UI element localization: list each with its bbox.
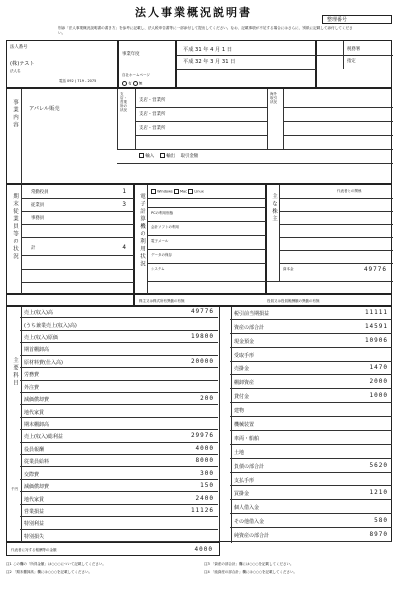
bs-row [230, 417, 392, 431]
pl-row-value[interactable]: 300 [200, 469, 214, 477]
bs-row [230, 514, 392, 528]
pl-row [20, 393, 218, 405]
business-label: 事業内容 [12, 99, 18, 129]
bs-row-value[interactable]: 580 [374, 517, 388, 525]
trade-options [139, 153, 198, 159]
phone-value[interactable]: 092 ) 719 - 2075 [67, 79, 97, 83]
section-changes [134, 294, 392, 306]
bs-row-label: 個人借入金 [234, 505, 260, 512]
company-block [6, 40, 118, 88]
pl-row [20, 343, 218, 355]
pl-row [20, 480, 218, 492]
pl-row [20, 467, 218, 479]
footnote-1: 注1 この欄の「所得金額」は○○○について記載してください。 [6, 562, 106, 566]
pl-row-value[interactable]: 200 [200, 395, 214, 403]
section-computer [134, 184, 266, 294]
pl-row-value[interactable]: 4000 [195, 444, 214, 452]
branch-item-1[interactable]: 支店・営業所 [139, 98, 166, 103]
pl-row-label: 地代家賃 [24, 496, 45, 503]
mac-checkbox[interactable] [174, 189, 179, 194]
representative-pay-label: 代表者に対する報酬等の金額 [11, 548, 57, 552]
page-title: 法人事業概況説明書 [135, 6, 252, 19]
bs-row [230, 403, 392, 417]
pl-row-label: 特別利益 [24, 521, 45, 528]
bs-row-value[interactable]: 2000 [369, 378, 388, 386]
pl-row-label: 交際費 [24, 471, 40, 478]
bs-row-value[interactable]: 8970 [369, 531, 388, 539]
bs-row-value[interactable]: 10906 [364, 336, 388, 344]
linux-label: Linux [194, 189, 204, 194]
pl-row-label: 特別損失 [24, 533, 45, 540]
branch-label: 支店・営業所の状況 [120, 92, 127, 112]
section-shareholders [266, 184, 392, 294]
bottom-row [6, 542, 220, 556]
shareholders-label: 主な株主 [271, 193, 277, 223]
mac-label: Mac [180, 189, 188, 194]
pl-row-label: 従業員給料 [24, 459, 50, 466]
pl-row-label: 期末棚卸高 [24, 421, 50, 428]
employee-row-3: 事務員 [31, 216, 45, 221]
business-value[interactable]: アパレル販売 [29, 106, 60, 112]
bs-row-label: 貸付金 [234, 394, 250, 401]
period-block [176, 40, 316, 88]
bs-row-label: 機械装置 [234, 421, 255, 428]
export-checkbox[interactable] [160, 153, 165, 158]
bs-row-label: 現金預金 [234, 338, 255, 345]
bs-row [230, 528, 392, 542]
data-storage-label: データの保存 [151, 253, 172, 257]
pl-row [20, 492, 218, 504]
os-options [151, 189, 204, 194]
unit-label: 千円 [11, 487, 18, 491]
pl-row-label: (うち兼業売上(収入)高) [24, 322, 77, 329]
employee-value-2[interactable]: 3 [122, 201, 127, 208]
bs-row [230, 334, 392, 348]
bs-row-label: 受取手形 [234, 352, 255, 359]
pl-row-value[interactable]: 49776 [190, 308, 214, 316]
pl-row-value[interactable]: 29976 [190, 432, 214, 440]
homepage-no-radio[interactable] [133, 81, 138, 86]
instruction-note: 別添「法人事業概況説明書の書き方」を参考に記載し、法人税申告書等に一部添付して提出してください。なお、記載事項が不足する場合にはさらに、別紙に記載して添付してください。 [58, 26, 353, 35]
pl-row-label: 原材料費(仕入高) [24, 359, 63, 366]
section-business [6, 88, 392, 184]
pl-row-label: 労務費 [24, 372, 40, 379]
bs-row [230, 320, 392, 334]
employees-label: 期末従業員等の状況 [12, 193, 18, 261]
pl-row-value[interactable]: 20000 [190, 357, 214, 365]
pl-row-label: 売上(収入)高 [24, 310, 53, 317]
bs-row [230, 500, 392, 514]
bs-row-label: 建物 [234, 408, 245, 415]
jigyo-nendo-label: 事業年度 [122, 52, 140, 57]
trade-amount-label: 取引金額 [180, 154, 199, 159]
company-name-label: 法人名 [10, 69, 21, 73]
homepage-yes-label: 有 [128, 81, 132, 86]
footnote-3: 注3 「資産の部合計」欄には○○○を記載してください。 [204, 562, 294, 566]
pl-row [20, 368, 218, 380]
linux-checkbox[interactable] [188, 189, 193, 194]
system-label: システム [151, 267, 165, 271]
bs-row [230, 473, 392, 487]
pl-row [20, 306, 218, 318]
pl-row [20, 318, 218, 330]
pl-row [20, 430, 218, 442]
pl-row [20, 405, 218, 417]
accounting-software-label: 会計ソフトの利用 [151, 225, 179, 229]
bs-row-label: 買掛金 [234, 491, 250, 498]
pl-row-label: 減価償却費 [24, 484, 50, 491]
bs-row-label: 支払手形 [234, 477, 255, 484]
email-label: 電子メール [151, 239, 169, 243]
bs-row-label: 売掛金 [234, 366, 250, 373]
footnote-4: 注4 「純資産の部合計」欄には○○○を記載してください。 [204, 570, 298, 574]
export-label: 輸出 [166, 154, 175, 159]
bs-row [230, 431, 392, 445]
representative-pay-value[interactable]: 4000 [194, 546, 213, 553]
pl-row-value[interactable]: 150 [200, 482, 214, 490]
capital-label: 資本金 [283, 267, 294, 271]
pl-row [20, 517, 218, 529]
bs-row-value[interactable]: 14591 [364, 322, 388, 330]
employee-row-2: 従業員 [31, 203, 45, 208]
bs-row [230, 459, 392, 473]
employee-row-total: 計 [31, 246, 36, 251]
section-employees [6, 184, 134, 294]
bs-row-label: 棚卸資産 [234, 380, 255, 387]
homepage-options [122, 81, 142, 86]
bs-row [230, 306, 392, 320]
share-change-label: 株主又は株式所有異動の有無 [139, 299, 185, 303]
pl-row-label: 役員報酬 [24, 446, 45, 453]
pl-row-label: 期首棚卸高 [24, 347, 50, 354]
employee-value-1[interactable]: 1 [122, 188, 127, 195]
pl-row [20, 530, 218, 542]
pl-row [20, 443, 218, 455]
seiri-number-field[interactable]: 整理番号 [322, 15, 392, 24]
pl-row [20, 505, 218, 517]
employee-value-total[interactable]: 4 [122, 244, 127, 251]
homepage-no-label: 無 [138, 81, 143, 86]
zeimusho-label: 税務署 [347, 47, 361, 52]
bs-row-value[interactable]: 1210 [369, 489, 388, 497]
bs-row-label: その他借入金 [234, 519, 265, 526]
zeimusho-block [316, 40, 392, 88]
import-label: 輸入 [145, 154, 155, 159]
pl-row-value[interactable]: 19800 [190, 333, 214, 341]
employee-row-1: 常勤役員 [31, 190, 49, 195]
windows-label: Windows [157, 189, 173, 194]
import-checkbox[interactable] [139, 153, 144, 158]
pl-row-value[interactable]: 8000 [195, 457, 214, 465]
footnote-2: 注2 「期末棚卸高」欄には○○○を記載してください。 [6, 570, 93, 574]
capital-value[interactable]: 49776 [363, 266, 387, 273]
bs-row-label: 車両・船舶 [234, 435, 260, 442]
company-name[interactable]: (株)テスト [10, 61, 35, 67]
computer-label: 電子計算機の利用状況 [139, 193, 145, 268]
phone-label: 電話 [59, 79, 66, 83]
bs-row-label: 資産の部合計 [234, 324, 265, 331]
bs-row-label: 土地 [234, 449, 245, 456]
period-to[interactable]: 平成 32 年 3 月 31 日 [183, 59, 236, 65]
pl-row [20, 331, 218, 343]
shitei-label: 指定 [347, 59, 356, 64]
bs-row-label: 税引前当期損益 [234, 310, 270, 317]
main-items-label: 主要科目 [12, 357, 18, 387]
branch-item-2[interactable]: 支店・営業所 [139, 112, 166, 117]
bs-row [230, 486, 392, 500]
pl-row-label: 売上(収入)原価 [24, 335, 58, 342]
bs-row [230, 375, 392, 389]
pl-row-label: 外注費 [24, 384, 40, 391]
officer-change-label: 役員又は役員報酬額の異動の有無 [267, 299, 320, 303]
company-number-label: 法人番号 [10, 45, 28, 50]
bs-row-label: 純資産の部合計 [234, 533, 270, 540]
bs-row [230, 362, 392, 376]
section-spacer [6, 294, 134, 306]
pl-row-label: 地代家賃 [24, 409, 45, 416]
overseas-label: 海外取引状況 [270, 92, 277, 104]
period-from[interactable]: 平成 31 年 4 月 1 日 [183, 47, 233, 53]
pc-usage-label: PCの利用形態 [151, 211, 174, 215]
bs-row-value[interactable]: 1470 [369, 364, 388, 372]
bs-row-value[interactable]: 11111 [364, 308, 388, 316]
pl-row-value[interactable]: 2400 [195, 494, 214, 502]
pl-row [20, 418, 218, 430]
windows-checkbox[interactable] [151, 189, 156, 194]
bs-row [230, 348, 392, 362]
homepage-yes-radio[interactable] [122, 81, 127, 86]
pl-row [20, 455, 218, 467]
representative-relation-label: 代表者との関係 [337, 189, 362, 193]
bs-row [230, 389, 392, 403]
pl-row [20, 356, 218, 368]
bs-row [230, 445, 392, 459]
pl-row-label: 売上(収入)総利益 [24, 434, 63, 441]
branch-item-3[interactable]: 支店・営業所 [139, 126, 166, 131]
pl-row-label: 減価償却費 [24, 397, 50, 404]
bs-row-label: 負債の部合計 [234, 463, 265, 470]
bs-row-value[interactable]: 1000 [369, 392, 388, 400]
jigyo-nendo-block [118, 40, 176, 88]
homepage-label: 自社ホームページ [122, 73, 150, 77]
pl-row-label: 営業損益 [24, 508, 45, 515]
pl-row [20, 381, 218, 393]
pl-row-value[interactable]: 11126 [190, 506, 214, 514]
bs-row-value[interactable]: 5620 [369, 461, 388, 469]
